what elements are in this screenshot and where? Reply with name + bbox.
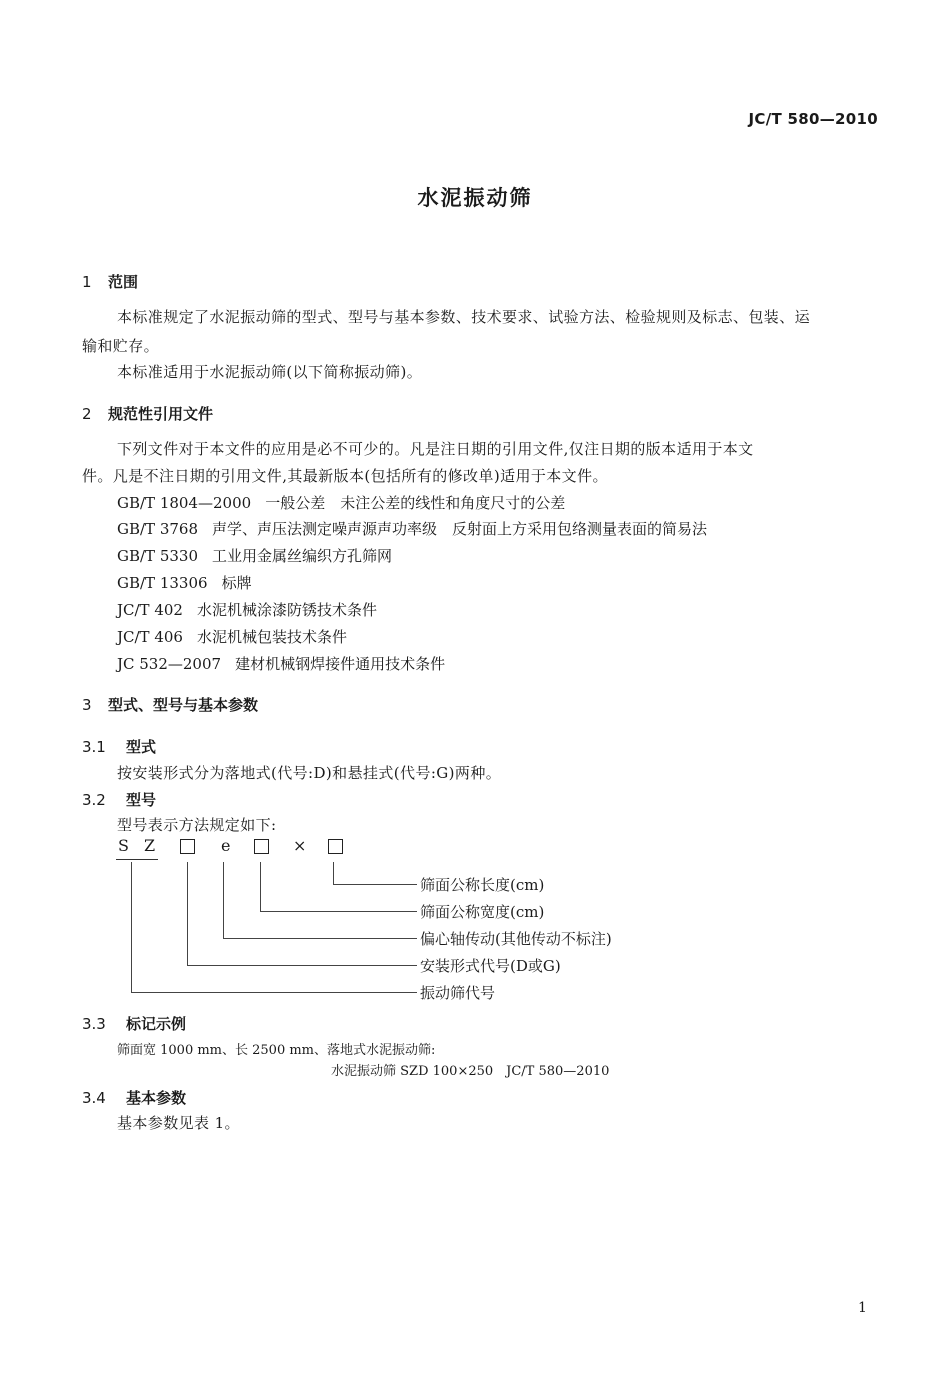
section-3-4-heading bbox=[82, 1087, 186, 1108]
leader-line bbox=[223, 862, 224, 938]
reference-code: GB/T 13306 bbox=[117, 574, 208, 592]
reference-item bbox=[117, 518, 707, 539]
symbol-z: Z bbox=[144, 836, 156, 855]
reference-title: 声学、声压法测定噪声源声功率级 反射面上方采用包络测量表面的简易法 bbox=[212, 520, 708, 538]
placeholder-box-length bbox=[328, 839, 343, 854]
section-3-3-text: 筛面宽 1000 mm、长 2500 mm、落地式水泥振动筛: bbox=[117, 1043, 436, 1058]
reference-title: 工业用金属丝编织方孔筛网 bbox=[212, 547, 393, 565]
leader-line bbox=[187, 965, 417, 966]
placeholder-box-width bbox=[254, 839, 269, 854]
reference-item bbox=[117, 572, 252, 593]
reference-code: GB/T 1804—2000 bbox=[117, 494, 252, 512]
section-1-para1-line2: 输和贮存。 bbox=[82, 337, 160, 355]
section-title: 型式 bbox=[126, 738, 157, 756]
section-number: 3.4 bbox=[82, 1089, 106, 1107]
section-2-para-line2: 件。凡是不注日期的引用文件,其最新版本(包括所有的修改单)适用于本文件。 bbox=[82, 467, 608, 485]
section-number: 3.3 bbox=[82, 1015, 106, 1033]
section-number: 3 bbox=[82, 696, 92, 714]
reference-item bbox=[117, 626, 347, 647]
section-number: 3.1 bbox=[82, 738, 106, 756]
leader-line bbox=[333, 862, 334, 884]
leader-line bbox=[333, 884, 417, 885]
symbol-e: e bbox=[221, 836, 231, 855]
reference-code: JC/T 402 bbox=[117, 601, 183, 619]
section-3-4-text: 基本参数见表 1。 bbox=[117, 1114, 240, 1132]
placeholder-box-install bbox=[180, 839, 195, 854]
symbol-s: S bbox=[118, 836, 129, 855]
section-2-para-line1: 下列文件对于本文件的应用是必不可少的。凡是注日期的引用文件,仅注日期的版本适用于本文 bbox=[117, 440, 754, 458]
reference-code: GB/T 3768 bbox=[117, 520, 199, 538]
section-1-para1-line1: 本标准规定了水泥振动筛的型式、型号与基本参数、技术要求、试验方法、检验规则及标志、包装、运 bbox=[117, 308, 811, 326]
document-title: 水泥振动筛 bbox=[417, 186, 533, 210]
section-title: 基本参数 bbox=[126, 1089, 187, 1107]
section-3-3-heading bbox=[82, 1013, 186, 1034]
section-3-1-text: 按安装形式分为落地式(代号:D)和悬挂式(代号:G)两种。 bbox=[117, 764, 502, 782]
reference-item bbox=[117, 492, 565, 513]
reference-title: 水泥机械涂漆防锈技术条件 bbox=[196, 601, 377, 619]
leader-line bbox=[260, 911, 417, 912]
leader-line bbox=[131, 992, 417, 993]
section-3-2-heading bbox=[82, 789, 156, 810]
reference-code: JC/T 406 bbox=[117, 628, 183, 646]
reference-title: 标牌 bbox=[221, 574, 252, 592]
leader-line bbox=[187, 862, 188, 965]
reference-title: 建材机械钢焊接件通用技术条件 bbox=[235, 655, 446, 673]
page-number: 1 bbox=[858, 1300, 867, 1316]
section-title: 标记示例 bbox=[126, 1015, 187, 1033]
section-title: 型式、型号与基本参数 bbox=[108, 696, 259, 714]
standard-code: JC/T 580—2010 bbox=[748, 110, 878, 128]
reference-item bbox=[117, 599, 377, 620]
leader-line bbox=[223, 938, 417, 939]
section-number: 1 bbox=[82, 273, 92, 291]
marking-example: 水泥振动筛 SZD 100×250 JC/T 580—2010 bbox=[331, 1064, 610, 1079]
label-screen-code: 振动筛代号 bbox=[420, 984, 496, 1002]
section-3-heading bbox=[82, 694, 258, 715]
section-number: 3.2 bbox=[82, 791, 106, 809]
section-3-2-text: 型号表示方法规定如下: bbox=[117, 816, 277, 834]
label-width: 筛面公称宽度(cm) bbox=[420, 903, 545, 921]
reference-item bbox=[117, 653, 445, 674]
section-title: 型号 bbox=[126, 791, 157, 809]
section-1-para2: 本标准适用于水泥振动筛(以下简称振动筛)。 bbox=[117, 363, 423, 381]
reference-code: JC 532—2007 bbox=[117, 655, 222, 673]
code-underline bbox=[116, 859, 158, 860]
label-drive: 偏心轴传动(其他传动不标注) bbox=[420, 930, 612, 948]
reference-code: GB/T 5330 bbox=[117, 547, 199, 565]
label-length: 筛面公称长度(cm) bbox=[420, 876, 545, 894]
reference-title: 水泥机械包装技术条件 bbox=[196, 628, 347, 646]
section-title: 范围 bbox=[108, 273, 139, 291]
reference-item bbox=[117, 545, 392, 566]
leader-line bbox=[260, 862, 261, 911]
section-number: 2 bbox=[82, 405, 92, 423]
section-title: 规范性引用文件 bbox=[108, 405, 214, 423]
section-1-heading bbox=[82, 271, 138, 292]
leader-line bbox=[131, 862, 132, 992]
model-designation-diagram bbox=[110, 836, 690, 1006]
label-install-type: 安装形式代号(D或G) bbox=[420, 957, 561, 975]
section-3-1-heading bbox=[82, 736, 156, 757]
reference-title: 一般公差 未注公差的线性和角度尺寸的公差 bbox=[265, 494, 566, 512]
symbol-times: × bbox=[293, 836, 307, 855]
section-2-heading bbox=[82, 403, 213, 424]
